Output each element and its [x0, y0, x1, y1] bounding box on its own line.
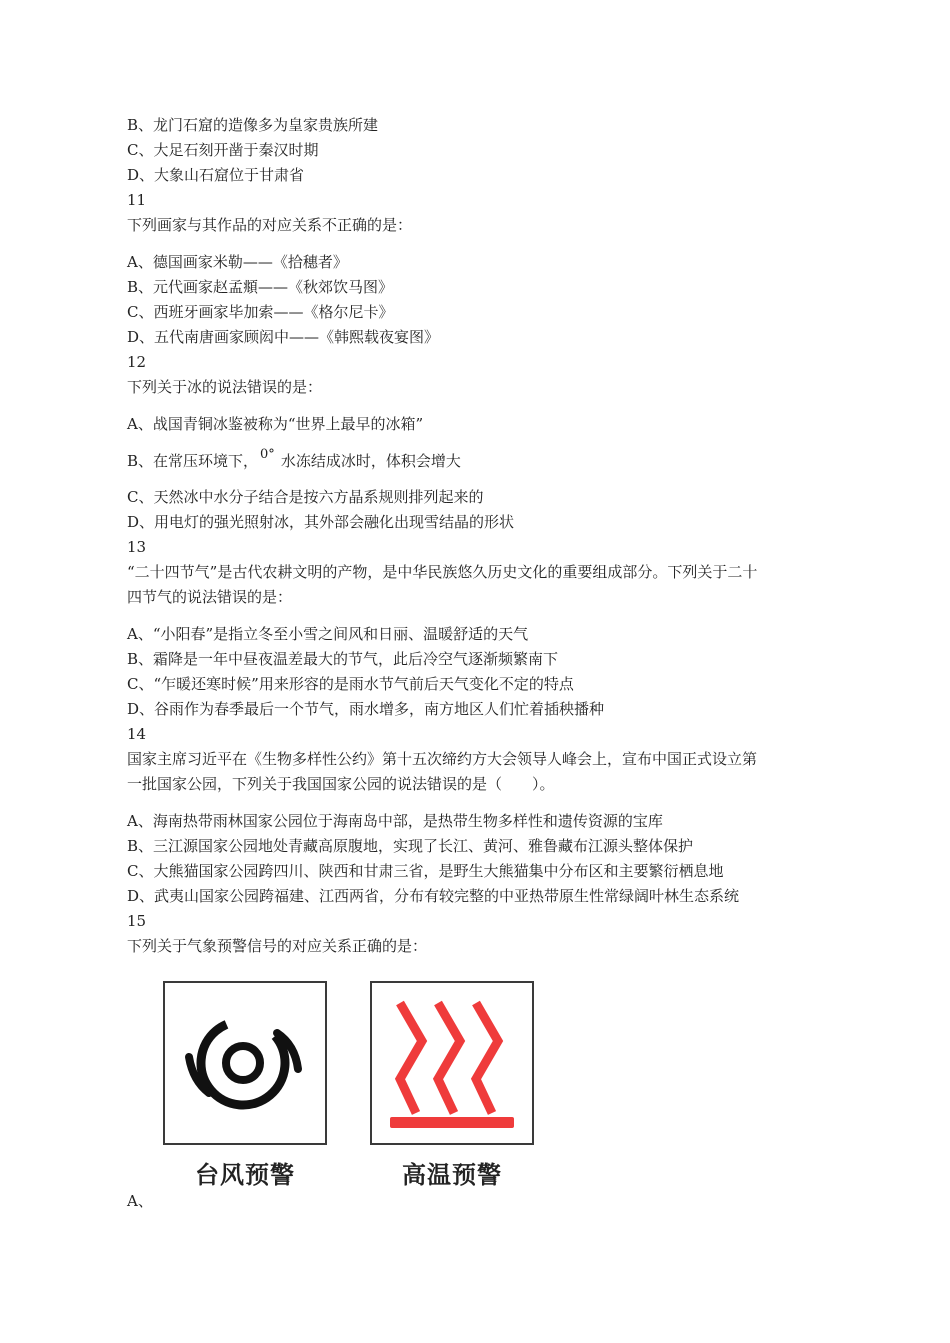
q11-option-a: A、德国画家米勒——《拾穗者》 [127, 253, 348, 271]
q11-number: 11 [127, 191, 147, 209]
typhoon-warning-icon [165, 983, 325, 1143]
q10-option-b: B、龙门石窟的造像多为皇家贵族所建 [127, 116, 379, 134]
q13-number: 13 [127, 538, 147, 556]
q12-option-b-suffix: 水冻结成冰时，体积会增大 [280, 452, 461, 470]
high-temperature-warning-caption: 高温预警 [402, 1161, 502, 1189]
q13-stem-line2: 四节气的说法错误的是： [127, 588, 293, 606]
high-temperature-warning-figure [370, 981, 534, 1190]
q12-option-a: A、战国青铜冰鉴被称为“世界上最早的冰箱” [127, 415, 424, 433]
q13-option-a: A、“小阳春”是指立冬至小雪之间风和日丽、温暖舒适的天气 [127, 625, 529, 643]
q13-option-d: D、谷雨作为春季最后一个节气，雨水增多，南方地区人们忙着插秧播种 [127, 700, 605, 718]
q13-stem-line1: “二十四节气”是古代农耕文明的产物，是中华民族悠久历史文化的重要组成部分。下列关于二十 [127, 563, 758, 581]
q14-option-b: B、三江源国家公园地处青藏高原腹地，实现了长江、黄河、雅鲁藏布江源头整体保护 [127, 837, 694, 855]
q15-number: 15 [127, 912, 147, 930]
q12-option-b [127, 449, 857, 475]
q11-option-b: B、元代画家赵孟頫——《秋郊饮马图》 [127, 278, 394, 296]
q11-option-c: C、西班牙画家毕加索——《格尔尼卡》 [127, 303, 394, 321]
q14-stem-line1: 国家主席习近平在《生物多样性公约》第十五次缔约方大会领导人峰会上，宣布中国正式设立第 [127, 750, 758, 768]
q10-option-c: C、大足石刻开凿于秦汉时期 [127, 141, 319, 159]
q14-option-a: A、海南热带雨林国家公园位于海南岛中部，是热带生物多样性和遗传资源的宝库 [127, 812, 663, 830]
warning-signal-figures [127, 981, 857, 1221]
typhoon-warning-frame [163, 981, 327, 1145]
q11-stem: 下列画家与其作品的对应关系不正确的是： [127, 216, 413, 234]
high-temperature-warning-frame [370, 981, 534, 1145]
q12-number: 12 [127, 353, 147, 371]
q14-option-c: C、大熊猫国家公园跨四川、陕西和甘肃三省，是野生大熊猫集中分布区和主要繁衍栖息地 [127, 862, 724, 880]
q12-option-d: D、用电灯的强光照射冰，其外部会融化出现雪结晶的形状 [127, 513, 515, 531]
q15-stem: 下列关于气象预警信号的对应关系正确的是： [127, 937, 428, 955]
q14-number: 14 [127, 725, 147, 743]
q14-stem-line2: 一批国家公园，下列关于我国国家公园的说法错误的是（ ）。 [127, 775, 555, 793]
q15-option-a-label: A、 [127, 1192, 153, 1210]
q14-option-d: D、武夷山国家公园跨福建、江西两省，分布有较完整的中亚热带原生性常绿阔叶林生态系统 [127, 887, 740, 905]
q10-option-d: D、大象山石窟位于甘肃省 [127, 166, 305, 184]
q11-option-d: D、五代南唐画家顾闳中——《韩熙载夜宴图》 [127, 328, 440, 346]
typhoon-warning-figure [163, 981, 327, 1190]
typhoon-warning-caption: 台风预警 [195, 1161, 295, 1189]
document-page [127, 113, 857, 1221]
q12-option-b-prefix: B、在常压环境下， [127, 452, 259, 470]
q12-stem: 下列关于冰的说法错误的是： [127, 378, 323, 396]
high-temperature-warning-icon [372, 983, 532, 1143]
q13-option-b: B、霜降是一年中昼夜温差最大的节气，此后冷空气逐渐频繁南下 [127, 650, 559, 668]
q12-option-c: C、天然冰中水分子结合是按六方晶系规则排列起来的 [127, 488, 484, 506]
q13-option-c: C、“乍暖还寒时候”用来形容的是雨水节气前后天气变化不定的特点 [127, 675, 574, 693]
zero-degree-mark: 0° [260, 447, 275, 462]
